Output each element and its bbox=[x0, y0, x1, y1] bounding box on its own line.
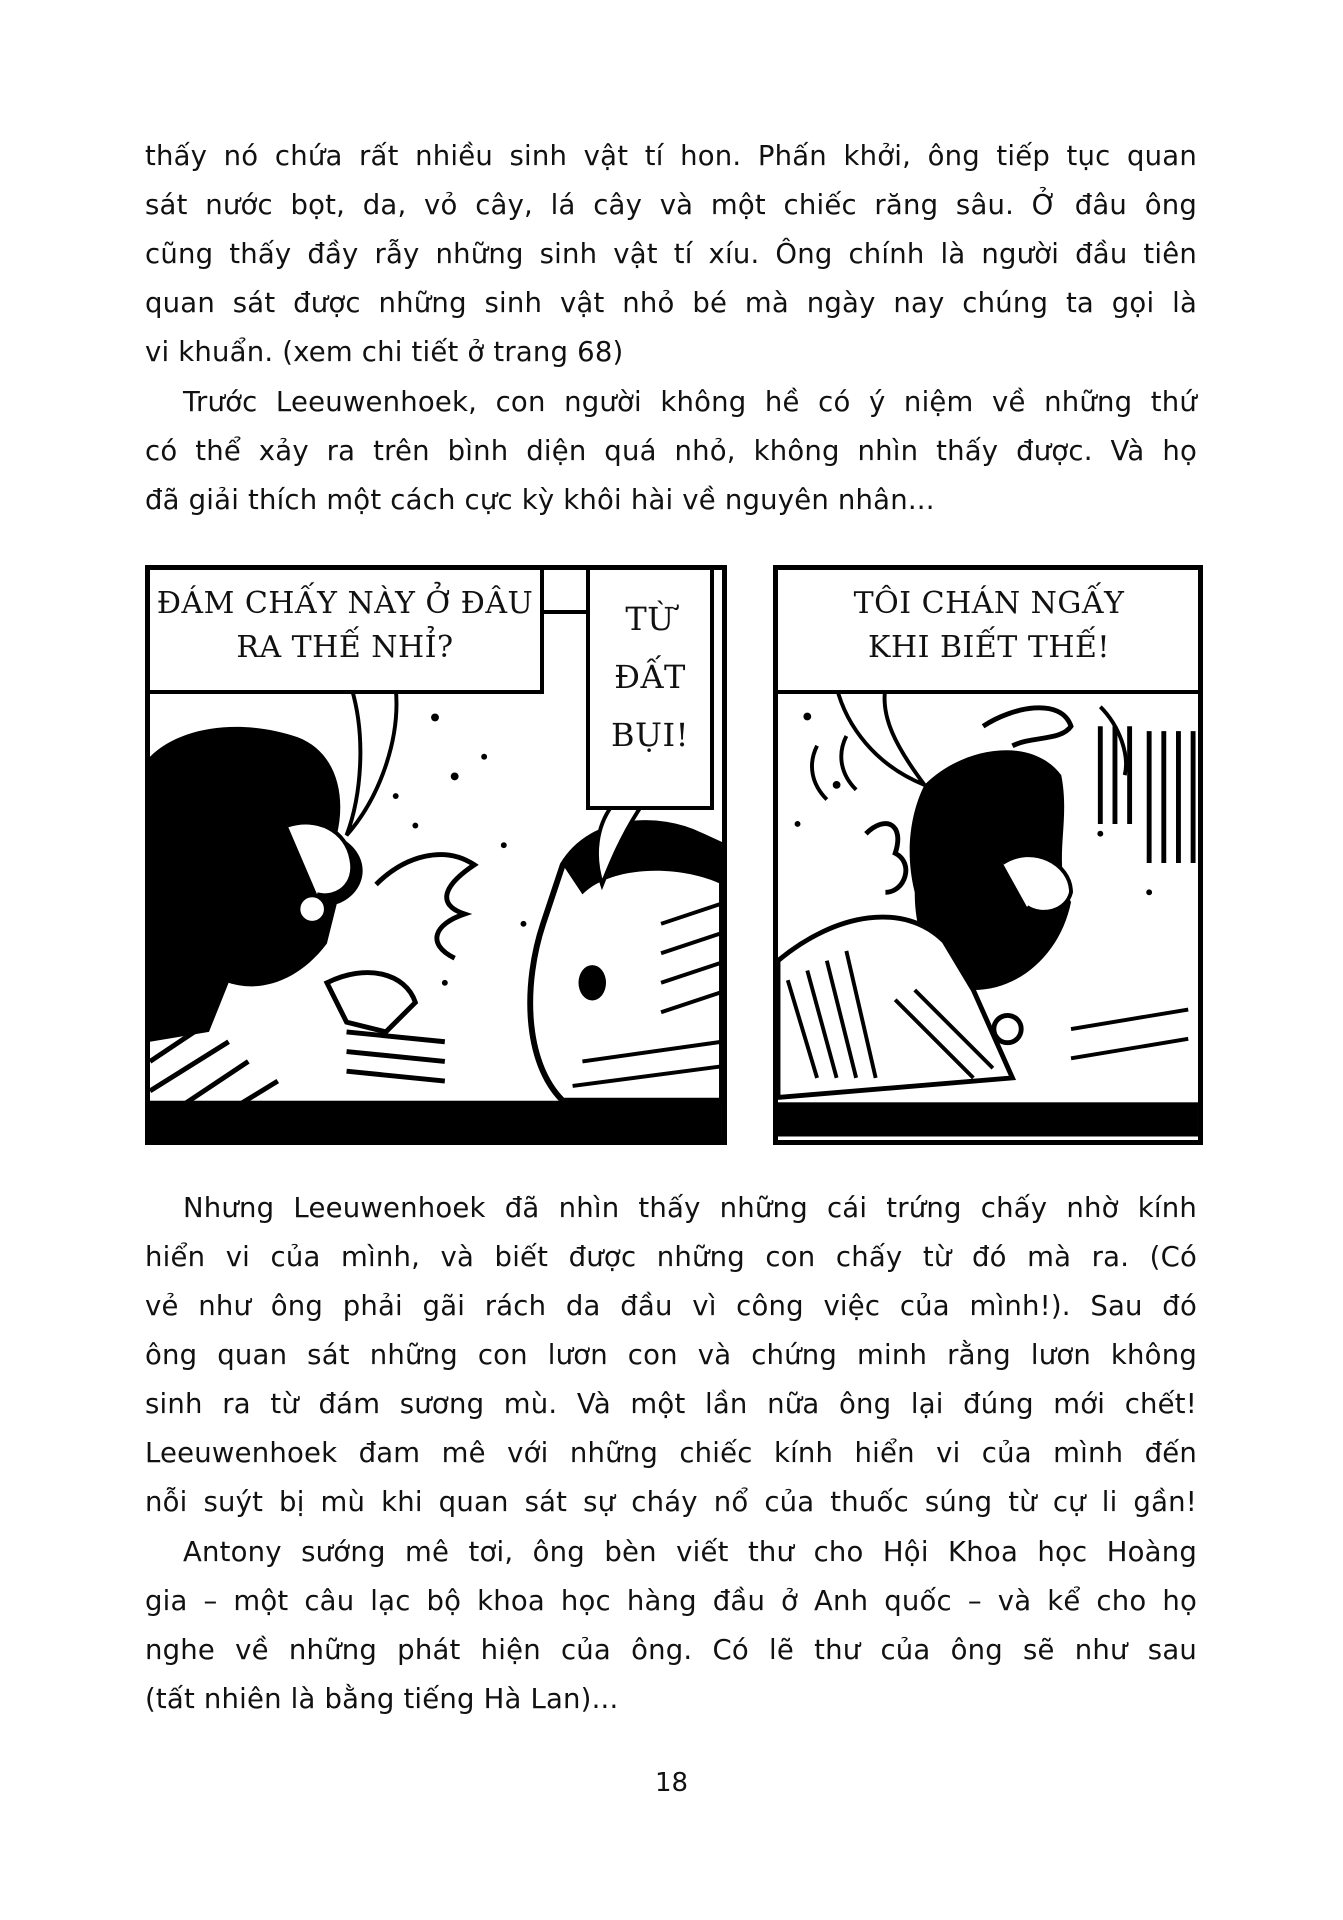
text-line: nghe về những phát hiện của ông. Có lẽ thư của ông sẽ như sau bbox=[145, 1634, 1197, 1666]
balloon-text: ĐÁM CHẤY NÀY Ở ĐÂU bbox=[156, 586, 534, 621]
text-line: quan sát được những sinh vật nhỏ bé mà ngày nay chúng ta gọi là bbox=[145, 287, 1197, 319]
balloon-text: TỪ bbox=[625, 600, 675, 638]
text-line: hiển vi của mình, và biết được những con chấy từ đó mà ra. (Có bbox=[145, 1241, 1197, 1273]
comic-strip bbox=[145, 565, 1205, 1150]
text-line: ông quan sát những con lươn con và chứng minh rằng lươn không bbox=[145, 1339, 1197, 1371]
text-line: gia – một câu lạc bộ khoa học hàng đầu ở Anh quốc – và kể cho họ bbox=[145, 1585, 1197, 1617]
balloon-text: TÔI CHÁN NGẤY bbox=[853, 586, 1125, 621]
text-line: cũng thấy đầy rẫy những sinh vật tí xíu. Ông chính là người đầu tiên bbox=[145, 238, 1197, 270]
text-line: (tất nhiên là bằng tiếng Hà Lan)... bbox=[145, 1683, 619, 1715]
text-line: thấy nó chứa rất nhiều sinh vật tí hon. Phấn khởi, ông tiếp tục quan bbox=[145, 140, 1197, 172]
text-line: vẻ như ông phải gãi rách da đầu vì công việc của mình!). Sau đó bbox=[145, 1290, 1197, 1322]
balloon-text: KHI BIẾT THẾ! bbox=[868, 630, 1110, 665]
comic-panel-1 bbox=[145, 565, 727, 1145]
balloon-connector bbox=[542, 610, 590, 614]
speech-balloon-reply bbox=[774, 566, 1203, 694]
text-line: sát nước bọt, da, vỏ cây, lá cây và một chiếc răng sâu. Ở đâu ông bbox=[145, 189, 1197, 221]
text-line: Nhưng Leeuwenhoek đã nhìn thấy những cái trứng chấy nhờ kính bbox=[183, 1192, 1197, 1224]
text-line: Trước Leeuwenhoek, con người không hề có ý niệm về những thứ bbox=[183, 386, 1197, 418]
text-line: Leeuwenhoek đam mê với những chiếc kính hiển vi của mình đến bbox=[145, 1437, 1197, 1469]
text-line: Antony sướng mê tơi, ông bèn viết thư cho Hội Khoa học Hoàng bbox=[183, 1536, 1197, 1568]
text-line: có thể xảy ra trên bình diện quá nhỏ, không nhìn thấy được. Và họ bbox=[145, 435, 1197, 467]
comic-panel-2 bbox=[773, 565, 1203, 1145]
balloon-text: BỤI! bbox=[611, 716, 689, 754]
page-number: 18 bbox=[654, 1768, 689, 1798]
text-line: sinh ra từ đám sương mù. Và một lần nữa ông lại đúng mới chết! bbox=[145, 1388, 1197, 1420]
text-line: nỗi suýt bị mù khi quan sát sự cháy nổ của thuốc súng từ cự li gần! bbox=[145, 1486, 1197, 1518]
paragraph-4 bbox=[145, 1528, 1197, 1724]
text-line: vi khuẩn. (xem chi tiết ở trang 68) bbox=[145, 336, 624, 368]
paragraph-3 bbox=[145, 1184, 1197, 1527]
balloon-text: RA THẾ NHỈ? bbox=[236, 630, 454, 665]
text-line: đã giải thích một cách cực kỳ khôi hài về nguyên nhân... bbox=[145, 484, 935, 516]
speech-balloon-question bbox=[146, 566, 544, 694]
paragraph-1 bbox=[145, 132, 1197, 377]
paragraph-2 bbox=[145, 378, 1197, 525]
speech-balloon-answer bbox=[586, 566, 714, 810]
balloon-text: ĐẤT bbox=[614, 658, 686, 696]
